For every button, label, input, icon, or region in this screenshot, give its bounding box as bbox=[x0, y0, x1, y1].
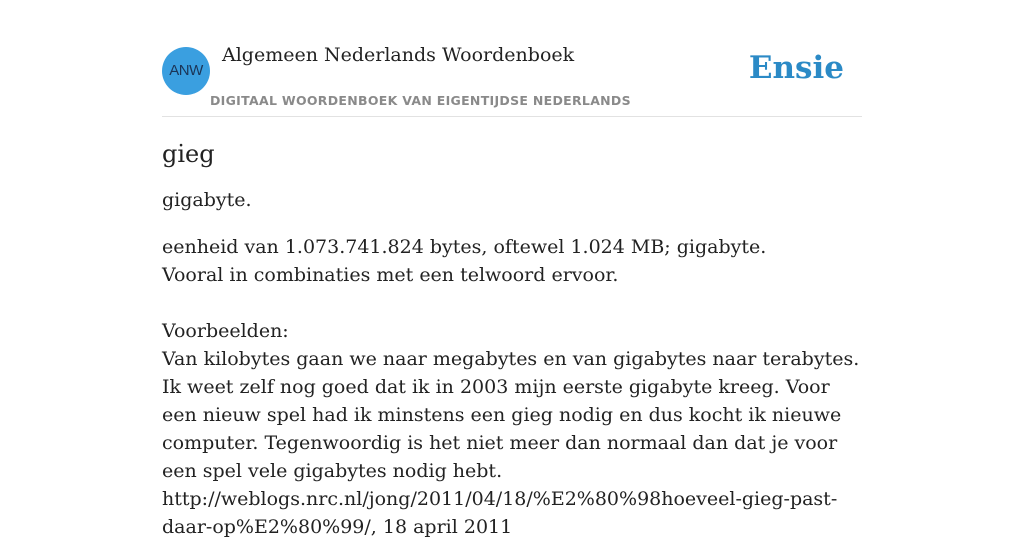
entry-synonym: gigabyte. bbox=[162, 189, 252, 211]
entry-content bbox=[162, 136, 862, 541]
site-subtitle: DIGITAAL WOORDENBOEK VAN EIGENTIJDSE NEDERLANDS bbox=[210, 93, 631, 108]
site-title[interactable]: Algemeen Nederlands Woordenboek bbox=[222, 44, 575, 66]
entry-headword: gieg bbox=[162, 140, 215, 168]
entry-definition: eenheid van 1.073.741.824 bytes, oftewel 1.024 MB; gigabyte. Vooral in combinaties met een telwoord ervoor. Voorbeelden: Van kilobytes gaan we naar megabytes en van gigabytes naar terabytes. Ik weet zelf nog goed dat ik in 2003 mijn eerste gigabyte kreeg. Voor een nieuw spel had ik minstens een gieg nodig en dus kocht ik nieuwe computer. Tegenwoordig is het niet meer dan normaal dan dat je voor een spel vele gigabytes nodig hebt. http://weblogs.nrc.nl/jong/2011/04/18/%E2%80%98hoeveel-gieg-past-daar-op%E2%80%99/, 18 april 2011 bbox=[162, 236, 860, 538]
ensie-brand-logo[interactable]: Ensie bbox=[748, 50, 844, 86]
site-header bbox=[162, 0, 862, 117]
anw-logo[interactable]: ANW bbox=[162, 47, 210, 95]
